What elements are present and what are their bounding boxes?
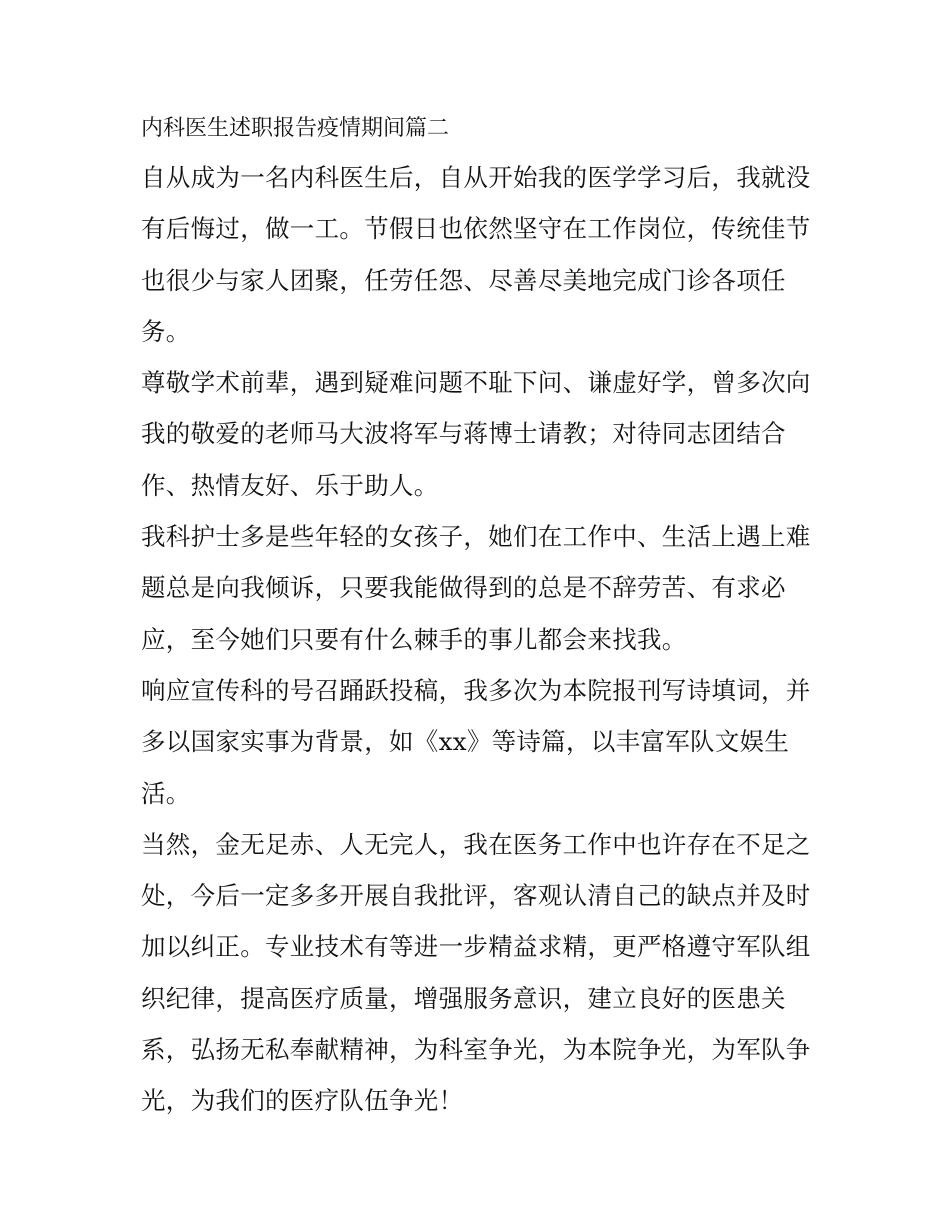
document-title: 内科医生述职报告疫情期间篇二 (141, 116, 450, 141)
paragraph-line: 务。 (141, 316, 191, 346)
document-body (141, 110, 813, 1127)
paragraph-line: 也很少与家人团聚，任劳任怨、尽善尽美地完成门诊各项任 (141, 265, 786, 295)
paragraph-4 (141, 665, 813, 819)
paragraph-line: 尊敬学术前辈，遇到疑难问题不耻下问、谦虚好学，曾多次向 (141, 368, 811, 398)
paragraph-line: 我的敬爱的老师马大波将军与蒋博士请教；对待同志团结合 (141, 419, 786, 449)
paragraph-line: 织纪律，提高医疗质量，增强服务意识，建立良好的医患关 (141, 983, 786, 1013)
paragraph-2 (141, 357, 813, 511)
paragraph-line: 有后悔过，做一工。节假日也依然坚守在工作岗位，传统佳节 (141, 214, 811, 244)
paragraph-3 (141, 511, 813, 665)
paragraph-1 (141, 152, 813, 357)
paragraph-line: 活。 (141, 778, 191, 808)
paragraph-line: 处，今后一定多多开展自我批评，客观认清自己的缺点并及时 (141, 881, 811, 911)
paragraph-line: 作、热情友好、乐于助人。 (141, 470, 439, 500)
paragraph-line: 当然，金无足赤、人无完人，我在医务工作中也许存在不足之 (141, 829, 811, 859)
paragraph-line: 光，为我们的医疗队伍争光！ (141, 1086, 464, 1116)
paragraph-line: 应，至今她们只要有什么棘手的事儿都会来找我。 (141, 624, 687, 654)
paragraph-line: 系，弘扬无私奉献精神，为科室争光，为本院争光，为军队争 (141, 1035, 811, 1065)
paragraph-line: 加以纠正。专业技术有等进一步精益求精，更严格遵守军队组 (141, 932, 811, 962)
paragraph-5 (141, 819, 813, 1127)
paragraph-line: 题总是向我倾诉，只要我能做得到的总是不辞劳苦、有求必 (141, 573, 786, 603)
paragraph-line: 响应宣传科的号召踊跃投稿，我多次为本院报刊写诗填词，并 (141, 675, 811, 705)
paragraph-line: 自从成为一名内科医生后，自从开始我的医学学习后，我就没 (141, 163, 811, 192)
paragraph-line: 我科护士多是些年轻的女孩子，她们在工作中、生活上遇上难 (141, 522, 811, 552)
paragraph-line: 多以国家实事为背景，如《xx》等诗篇，以丰富军队文娱生 (141, 727, 790, 757)
